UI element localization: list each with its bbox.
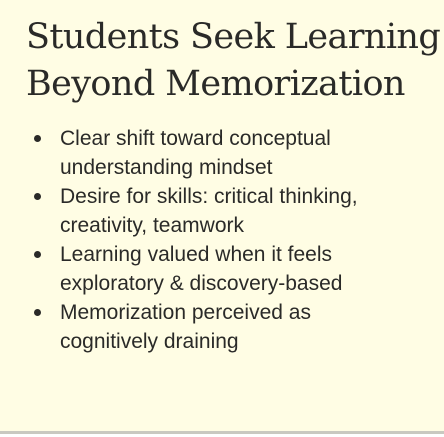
bullet-text-line: understanding mindset: [60, 156, 273, 179]
bullet-text-line: Memorization perceived as: [60, 301, 311, 324]
bullet-dot-icon: [34, 251, 41, 258]
bullet-text-line: Learning valued when it feels: [60, 243, 333, 266]
bullet-text-line: exploratory & discovery-based: [60, 272, 343, 295]
title-line-1: Students Seek Learning: [26, 17, 441, 57]
bullet-item: [30, 240, 440, 298]
bullet-item: [30, 124, 440, 182]
bullet-text-line: Desire for skills: critical thinking,: [60, 185, 358, 208]
bullet-text-line: creativity, teamwork: [60, 214, 244, 237]
bullet-text-line: cognitively draining: [60, 330, 239, 353]
bullet-dot-icon: [34, 135, 41, 142]
slide-title: [26, 14, 441, 108]
bullet-item: [30, 298, 440, 356]
bullet-text-line: Clear shift toward conceptual: [60, 127, 331, 150]
bullet-list: [30, 124, 440, 356]
bullet-item: [30, 182, 440, 240]
title-line-2: Beyond Memorization: [26, 64, 405, 104]
bullet-dot-icon: [34, 309, 41, 316]
bullet-dot-icon: [34, 193, 41, 200]
